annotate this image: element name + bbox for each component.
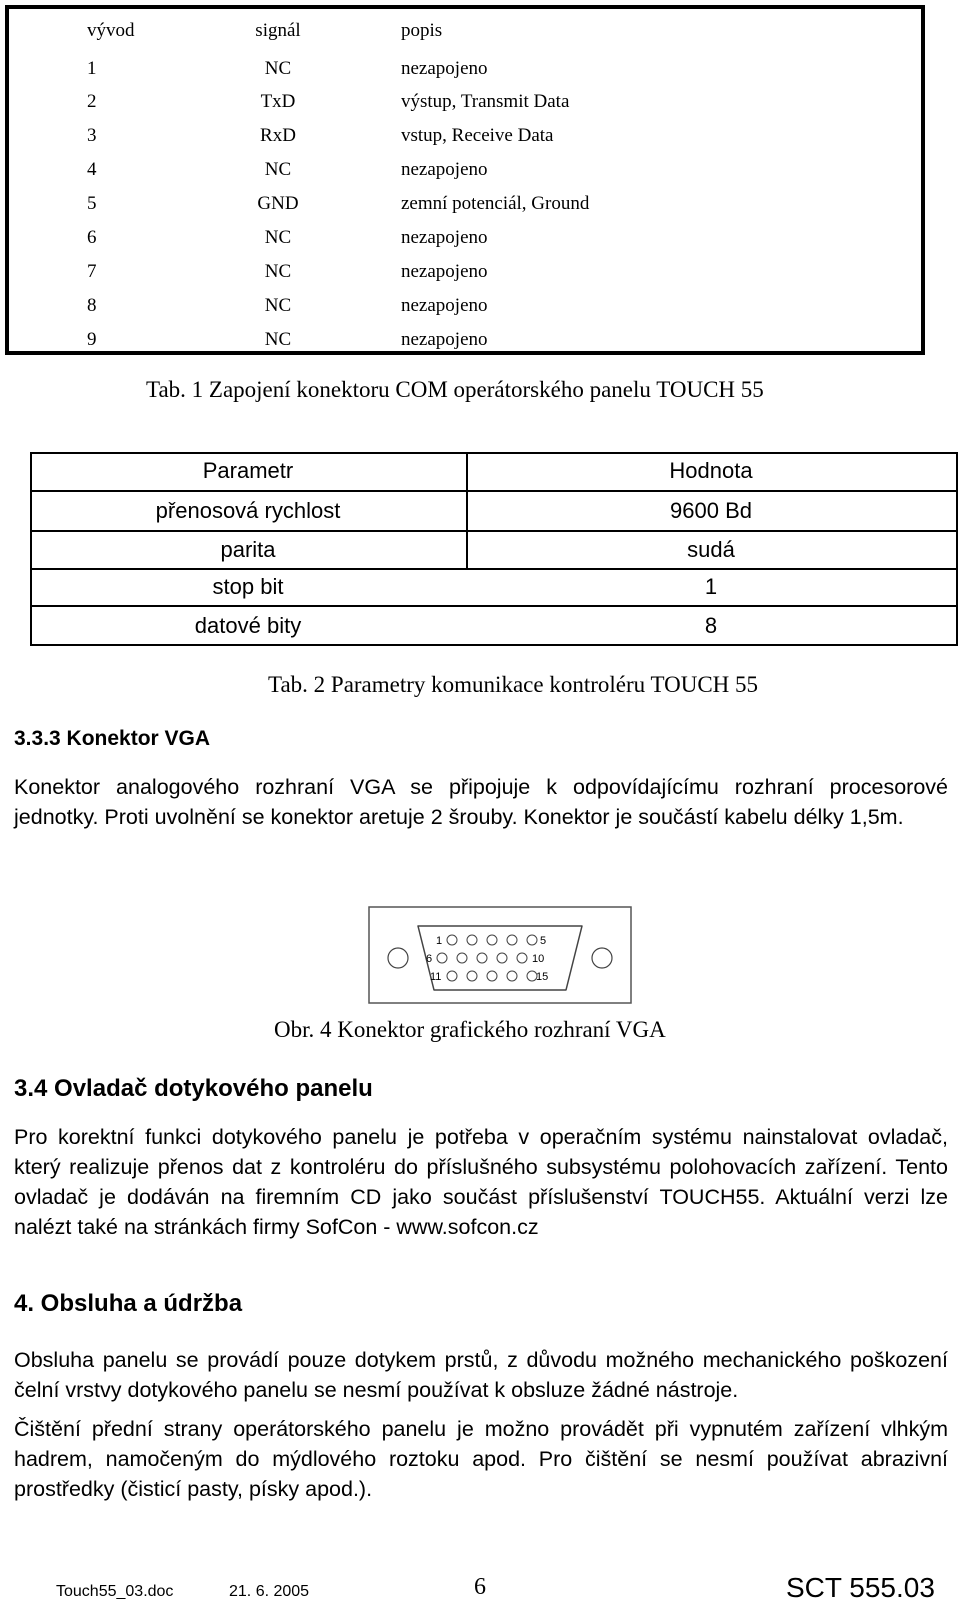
- table-cell: TxD: [260, 91, 296, 112]
- table-cell: datové bity: [194, 613, 302, 638]
- table-cell: 5: [87, 193, 97, 214]
- mounting-screw-right: [592, 948, 612, 968]
- table-cell: NC: [264, 295, 292, 316]
- section-heading: 3.4 Ovladač dotykového panelu: [14, 1075, 373, 1102]
- footer-page-number: 6: [474, 1574, 486, 1600]
- pin: [507, 971, 517, 981]
- footer-date: 21. 6. 2005: [229, 1583, 310, 1600]
- header-cell: popis: [401, 20, 443, 41]
- table-cell: nezapojeno: [401, 58, 488, 79]
- header-cell: signál: [255, 20, 301, 41]
- table-cell: 7: [87, 261, 97, 282]
- table-cell: NC: [264, 227, 292, 248]
- table-cell: 6: [87, 227, 97, 248]
- vga-connector-figure: [368, 906, 632, 1004]
- table-cell: výstup, Transmit Data: [401, 91, 570, 112]
- pin: [467, 971, 477, 981]
- pin-label-15: 15: [536, 971, 549, 983]
- pin-label-11: 11: [430, 971, 442, 983]
- pin-label-10: 10: [532, 953, 545, 965]
- footer-filename: Touch55_03.doc: [56, 1583, 174, 1600]
- pin-label-6: 6: [426, 953, 433, 965]
- table-cell: 2: [87, 91, 97, 112]
- pin: [497, 953, 507, 963]
- table-border: [30, 605, 958, 607]
- section-paragraph: Konektor analogového rozhraní VGA se připojuje k odpovídajícímu rozhraní procesorové jednotky. Proti uvolnění se konektor aretuje 2 šrouby. Konektor je součástí kabelu délky 1,5m.: [14, 775, 948, 829]
- figure4-caption: Obr. 4 Konektor grafického rozhraní VGA: [274, 1017, 666, 1042]
- table-cell: 8: [704, 613, 718, 638]
- section-paragraph: Pro korektní funkci dotykového panelu je potřeba v operačním systému nainstalovat ovladač, který realizuje přenos dat z kontroléru do příslušného subsystému polohovacích zařízení. Tento ovladač je dodáván na firemním CD jako součást příslušenství TOUCH55. Aktuální verzi lze nalézt také na stránkách firmy SofCon - www.sofcon.cz: [14, 1125, 948, 1239]
- table-cell: 3: [87, 125, 97, 146]
- table-cell: NC: [264, 329, 292, 350]
- table-cell: zemní potenciál, Ground: [401, 193, 590, 214]
- table-border: [30, 452, 958, 454]
- table-cell: NC: [264, 58, 292, 79]
- table-cell: 9600 Bd: [670, 498, 752, 523]
- communication-params-table: [30, 452, 958, 656]
- pin: [457, 953, 467, 963]
- mounting-screw-left: [388, 948, 408, 968]
- section-heading: 3.3.3 Konektor VGA: [14, 727, 211, 750]
- pin: [487, 971, 497, 981]
- pin: [477, 953, 487, 963]
- pin: [447, 971, 457, 981]
- section-paragraph: Obsluha panelu se provádí pouze dotykem prstů, z důvodu možného mechanického poškození čelní vrstvy dotykového panelu se nesmí používat k obsluze žádné nástroje.: [14, 1348, 948, 1402]
- table-cell: nezapojeno: [401, 295, 488, 316]
- table-cell: 1: [87, 58, 97, 79]
- pin: [437, 953, 447, 963]
- pin: [517, 953, 527, 963]
- pin: [507, 935, 517, 945]
- footer-doc-code: SCT 555.03: [786, 1572, 935, 1603]
- pin-label-1: 1: [436, 935, 443, 947]
- pin: [467, 935, 477, 945]
- pin-label-5: 5: [540, 935, 547, 947]
- table-cell: parita: [220, 537, 276, 562]
- table2-caption: Tab. 2 Parametry komunikace kontroléru TOUCH 55: [268, 672, 759, 697]
- table-cell: vstup, Receive Data: [401, 125, 554, 146]
- com-connector-table: [5, 5, 925, 355]
- table-border: [30, 490, 958, 492]
- table-border: [30, 530, 958, 532]
- table1-caption: Tab. 1 Zapojení konektoru COM operátorského panelu TOUCH 55: [146, 377, 764, 402]
- header-cell: Parametr: [202, 458, 294, 483]
- section-paragraph: Čištění přední strany operátorského panelu je možno provádět při vypnutém zařízení vlhkým hadrem, namočeným do mýdlového roztoku apod. Pro čištění se nesmí používat abrazivní prostředky (čisticí pasty, písky apod.).: [14, 1417, 948, 1501]
- table-cell: NC: [264, 159, 292, 180]
- header-cell: Hodnota: [669, 458, 753, 483]
- pin: [487, 935, 497, 945]
- table-cell: nezapojeno: [401, 261, 488, 282]
- table-cell: 1: [704, 574, 718, 599]
- table-cell: stop bit: [212, 574, 284, 599]
- table-cell: nezapojeno: [401, 227, 488, 248]
- table-cell: nezapojeno: [401, 159, 488, 180]
- pin: [527, 935, 537, 945]
- table-cell: 4: [87, 159, 97, 180]
- header-cell: vývod: [87, 20, 135, 41]
- table-cell: RxD: [260, 125, 296, 146]
- table-cell: sudá: [687, 537, 735, 562]
- section-heading: 4. Obsluha a údržba: [14, 1290, 243, 1317]
- table-cell: nezapojeno: [401, 329, 488, 350]
- table-cell: NC: [264, 261, 292, 282]
- table-border: [956, 452, 958, 644]
- table-cell: přenosová rychlost: [155, 498, 341, 523]
- pin: [447, 935, 457, 945]
- table-cell: 8: [87, 295, 97, 316]
- table-cell: GND: [257, 193, 299, 214]
- table-border: [30, 644, 958, 646]
- table-cell: 9: [87, 329, 97, 350]
- table-border: [30, 568, 958, 570]
